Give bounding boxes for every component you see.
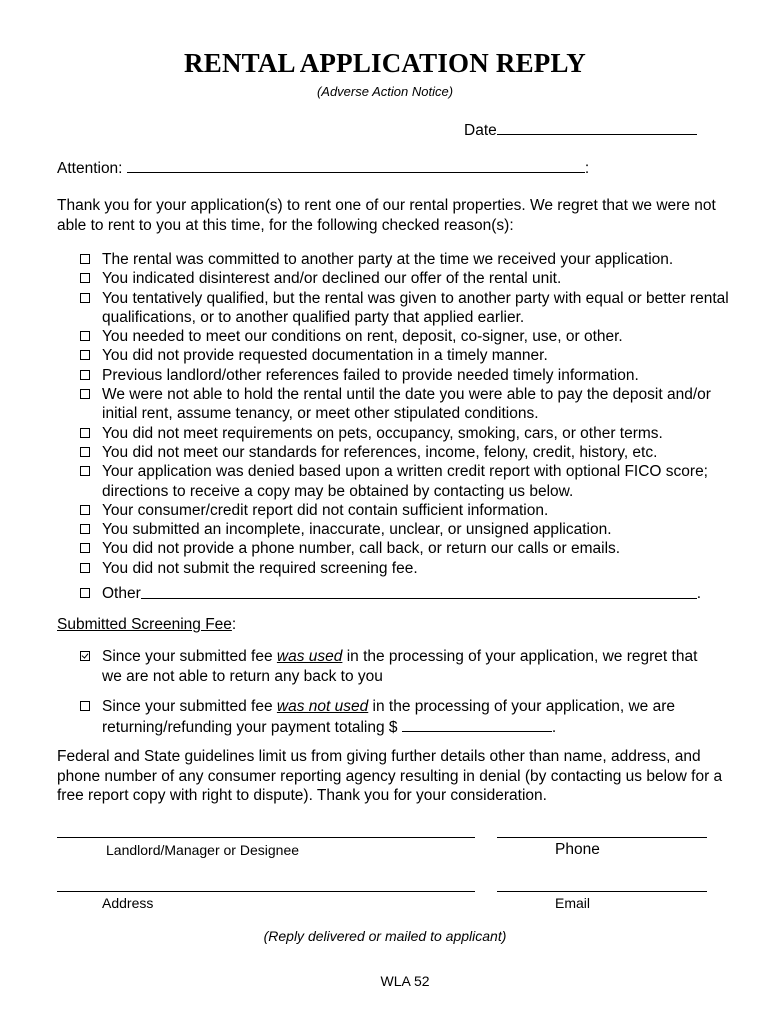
- reason-checkbox[interactable]: [80, 505, 90, 515]
- fee-heading-colon: :: [231, 616, 237, 633]
- reason-item: [79, 289, 729, 328]
- reason-text: You tentatively qualified, but the rental was given to another party with equal or better rental qualifications, or to another qualified party that applied earlier.: [102, 289, 729, 326]
- reason-text: The rental was committed to another party at the time we received your application.: [102, 251, 674, 268]
- reason-text: You did not meet requirements on pets, occupancy, smoking, cars, or other terms.: [102, 424, 663, 442]
- reason-text: Previous landlord/other references failed to provide needed timely information.: [102, 366, 639, 384]
- fee-heading-text: Submitted Screening Fee: [57, 616, 232, 633]
- reason-checkbox[interactable]: [80, 370, 90, 380]
- reason-item: [79, 250, 729, 269]
- date-label: Date: [464, 122, 497, 139]
- reason-text: You did not submit the required screening fee.: [102, 559, 418, 577]
- reason-item-other: [79, 584, 729, 603]
- fee-not-used-text: [102, 697, 719, 737]
- other-label: Other: [102, 585, 141, 603]
- reason-checkbox[interactable]: [80, 293, 90, 303]
- address-label: Address: [102, 895, 154, 911]
- fee-used-before: Since your submitted fee: [102, 648, 277, 665]
- reason-text: You did not provide a phone number, call back, or return our calls or emails.: [102, 540, 621, 558]
- reason-item: [79, 269, 729, 288]
- reason-text: You submitted an incomplete, inaccurate, unclear, or unsigned application.: [102, 521, 612, 539]
- reason-checkbox[interactable]: [80, 466, 90, 476]
- fee-heading: [57, 616, 236, 634]
- reason-item: [79, 501, 729, 520]
- phone-label: Phone: [555, 841, 600, 858]
- fee-not-used-after: in the processing of your application, we are returning/refunding your payment totaling $: [102, 698, 675, 736]
- date-input-line[interactable]: [497, 120, 697, 135]
- fee-not-used-end: .: [551, 718, 557, 736]
- reason-text: You did not provide requested documentation in a timely manner.: [102, 347, 548, 365]
- reason-item: [79, 366, 729, 385]
- reason-checkbox[interactable]: [80, 273, 90, 283]
- reason-checkbox[interactable]: [80, 543, 90, 553]
- attention-label: Attention:: [57, 160, 123, 177]
- date-field: [464, 120, 697, 140]
- reason-item: [79, 443, 729, 462]
- reason-text: Your application was denied based upon a written credit report with optional FICO score; directions to receive a copy may be obtained by contacting us below.: [102, 463, 708, 500]
- page-subtitle: (Adverse Action Notice): [316, 84, 454, 99]
- reason-text: You did not meet our standards for references, income, felony, credit, history, etc.: [102, 443, 658, 461]
- reasons-list: [79, 250, 729, 603]
- reason-checkbox[interactable]: [80, 254, 90, 264]
- refund-amount-line[interactable]: [402, 717, 552, 732]
- attention-input-line[interactable]: [127, 158, 585, 173]
- reason-item: [79, 559, 729, 578]
- reason-checkbox[interactable]: [80, 331, 90, 341]
- page-title: RENTAL APPLICATION REPLY: [184, 48, 586, 78]
- reason-item: [79, 346, 729, 365]
- email-line[interactable]: [497, 891, 707, 892]
- other-input-line[interactable]: [141, 584, 697, 599]
- reason-item: [79, 327, 729, 346]
- reason-item: [79, 424, 729, 443]
- fee-not-used-emphasis: was not used: [276, 698, 369, 715]
- fee-used-checkbox[interactable]: [80, 651, 90, 661]
- closing-paragraph: Federal and State guidelines limit us from giving further details other than name, address, and phone number of any consumer reporting agency resulting in denial (by contacting us below for a free report copy with right to dispute). Thank you for your consideration.: [57, 748, 723, 805]
- reason-checkbox[interactable]: [80, 350, 90, 360]
- reason-text: You needed to meet our conditions on rent, deposit, co-signer, use, or other.: [102, 328, 623, 346]
- reason-item: [79, 520, 729, 539]
- fee-not-used-before: Since your submitted fee: [102, 698, 277, 715]
- other-end: .: [696, 585, 702, 603]
- footer-note: (Reply delivered or mailed to applicant): [263, 928, 507, 944]
- phone-line[interactable]: [497, 837, 707, 838]
- reason-text: You indicated disinterest and/or declined our offer of the rental unit.: [102, 270, 562, 288]
- email-label: Email: [555, 895, 591, 911]
- attention-field: [57, 158, 589, 178]
- fee-used-text: [102, 647, 719, 686]
- attention-colon: :: [584, 160, 590, 177]
- reason-text: We were not able to hold the rental until the date you were able to pay the deposit and/or initial rent, assume tenancy, or meet other stipulated conditions.: [102, 386, 711, 423]
- landlord-signature-line[interactable]: [57, 837, 475, 838]
- reason-text: Your consumer/credit report did not contain sufficient information.: [102, 501, 549, 519]
- reason-checkbox[interactable]: [80, 447, 90, 457]
- form-id: WLA 52: [380, 973, 430, 989]
- fee-not-used-option: [79, 697, 719, 737]
- other-checkbox[interactable]: [80, 588, 90, 598]
- reason-checkbox[interactable]: [80, 389, 90, 399]
- address-line[interactable]: [57, 891, 475, 892]
- reason-item: [79, 385, 729, 424]
- reason-item: [79, 539, 729, 558]
- fee-used-after: in the processing of your application, we regret that we are not able to return any back to you: [102, 648, 698, 685]
- intro-paragraph: Thank you for your application(s) to rent one of our rental properties. We regret that we were not able to rent to you at this time, for the following checked reason(s):: [57, 197, 716, 234]
- fee-used-emphasis: was used: [276, 648, 343, 665]
- reason-checkbox[interactable]: [80, 563, 90, 573]
- landlord-label: Landlord/Manager or Designee: [106, 842, 300, 858]
- fee-not-used-checkbox[interactable]: [80, 701, 90, 711]
- fee-used-option: [79, 647, 719, 686]
- reason-item: [79, 462, 729, 501]
- reason-checkbox[interactable]: [80, 428, 90, 438]
- reason-checkbox[interactable]: [80, 524, 90, 534]
